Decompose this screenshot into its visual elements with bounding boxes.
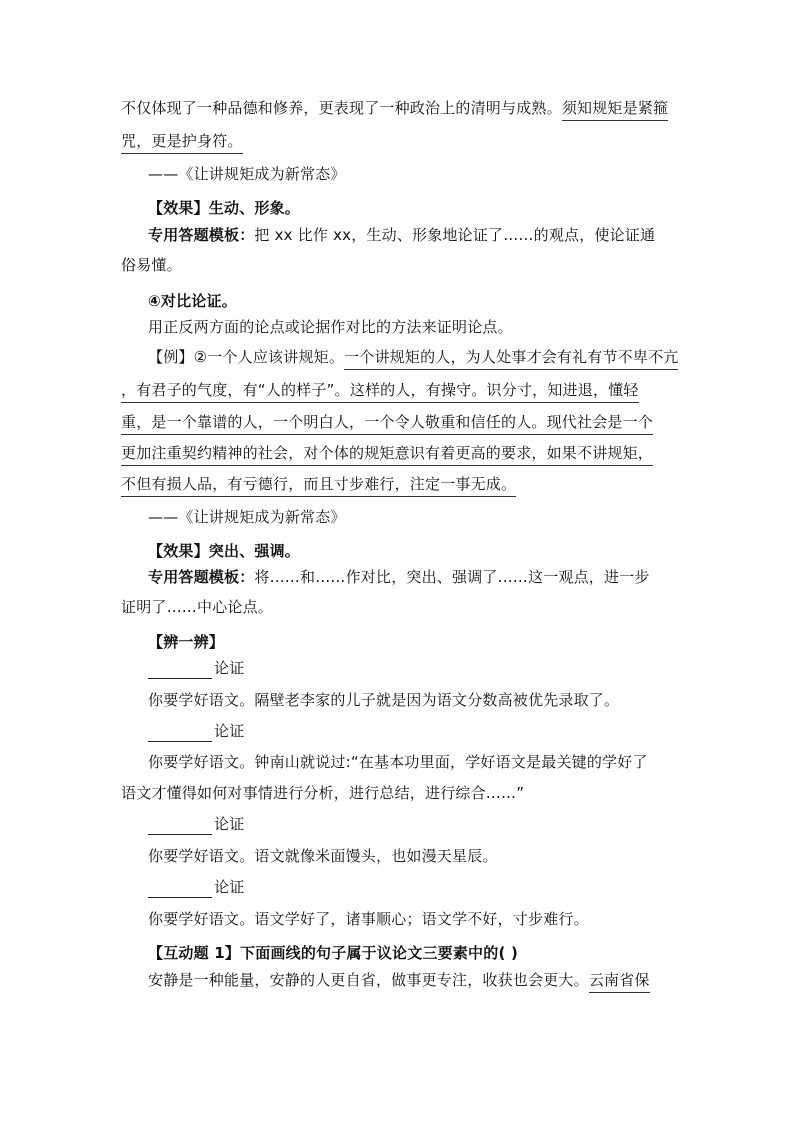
- underlined-sentence: 重，是一个靠谱的人，一个明白人，一个令人敬重和信任的人。现代社会是一个: [121, 413, 653, 435]
- text-line: [121, 473, 516, 495]
- text-line: [121, 411, 653, 433]
- source-citation: ——《让讲规矩成为新常态》: [148, 165, 346, 183]
- text-line: 语文才懂得如何对事情进行分析，进行总结，进行综合……”: [121, 784, 525, 802]
- answer-blank[interactable]: [148, 725, 212, 742]
- text-line: [121, 379, 639, 401]
- section-heading: 【辨一辨】: [148, 633, 225, 651]
- template-label: 专用答题模板：: [148, 568, 255, 586]
- underlined-sentence: 不但有损人品，有亏德行，而且寸步难行，注定一事无成。: [121, 475, 516, 497]
- example-line: 【例】②一个人应该讲规矩。一个讲规矩的人，为人处事才会有礼有节不卑不亢: [148, 346, 678, 368]
- text-line: 专用答题模板：将……和……作对比，突出、强调了……这一观点，进一步: [148, 568, 650, 586]
- text-line: 用正反两方面的论点或论据作对比的方法来证明论点。: [148, 318, 513, 336]
- underlined-sentence: 云南省保: [589, 971, 650, 993]
- question-heading: 【互动题 1】下面画线的句子属于议论文三要素中的( ): [148, 944, 518, 962]
- fill-blank-line: 论证: [148, 876, 244, 898]
- text-line: 不仅体现了一种品德和修养，更表现了一种政治上的清明与成熟。须知规矩是紧箍: [121, 97, 668, 119]
- text-line: 你要学好语文。隔壁老李家的儿子就是因为语文分数高被优先录取了。: [148, 691, 620, 709]
- underlined-sentence: 更加注重契约精神的社会，对个体的规矩意识有着更高的要求，如果不讲规矩，: [121, 444, 653, 466]
- fill-blank-line: 论证: [148, 657, 244, 679]
- text-line: 你要学好语文。钟南山就说过:“在基本功里面，学好语文是最关键的学好了: [148, 753, 648, 771]
- underlined-sentence: ，有君子的气度，有“人的样子”。这样的人，有操守。识分寸，知进退，懂轻: [121, 381, 639, 403]
- text-line: 证明了……中心论点。: [121, 598, 274, 616]
- fill-blank-line: 论证: [148, 813, 244, 835]
- text-line: [121, 130, 243, 152]
- text-line: 你要学好语文。语文就像米面馒头，也如漫天星辰。: [148, 847, 498, 865]
- underlined-sentence: 咒，更是护身符。: [121, 132, 243, 154]
- section-heading: ④对比论证。: [148, 292, 237, 310]
- answer-blank[interactable]: [148, 818, 212, 835]
- answer-blank[interactable]: [148, 881, 212, 898]
- text-line: 专用答题模板：把 xx 比作 xx，生动、形象地论证了……的观点，使论证通: [148, 226, 656, 244]
- source-citation: ——《让讲规矩成为新常态》: [148, 508, 346, 526]
- text-line: 俗易懂。: [121, 256, 182, 274]
- text-line: 你要学好语文。语文学好了，诸事顺心；语文学不好，寸步难行。: [148, 910, 589, 928]
- effect-heading: 【效果】突出、强调。: [148, 542, 301, 560]
- fill-blank-line: 论证: [148, 720, 244, 742]
- underlined-sentence: 须知规矩是紧箍: [562, 99, 668, 121]
- text-line: [121, 442, 653, 464]
- text-line: 安静是一种能量，安静的人更自省，做事更专注，收获也会更大。云南省保: [148, 969, 650, 991]
- answer-blank[interactable]: [148, 662, 212, 679]
- effect-heading: 【效果】生动、形象。: [148, 199, 301, 217]
- template-label: 专用答题模板：: [148, 226, 255, 244]
- underlined-sentence: 一个讲规矩的人，为人处事才会有礼有节不卑不亢: [344, 348, 678, 370]
